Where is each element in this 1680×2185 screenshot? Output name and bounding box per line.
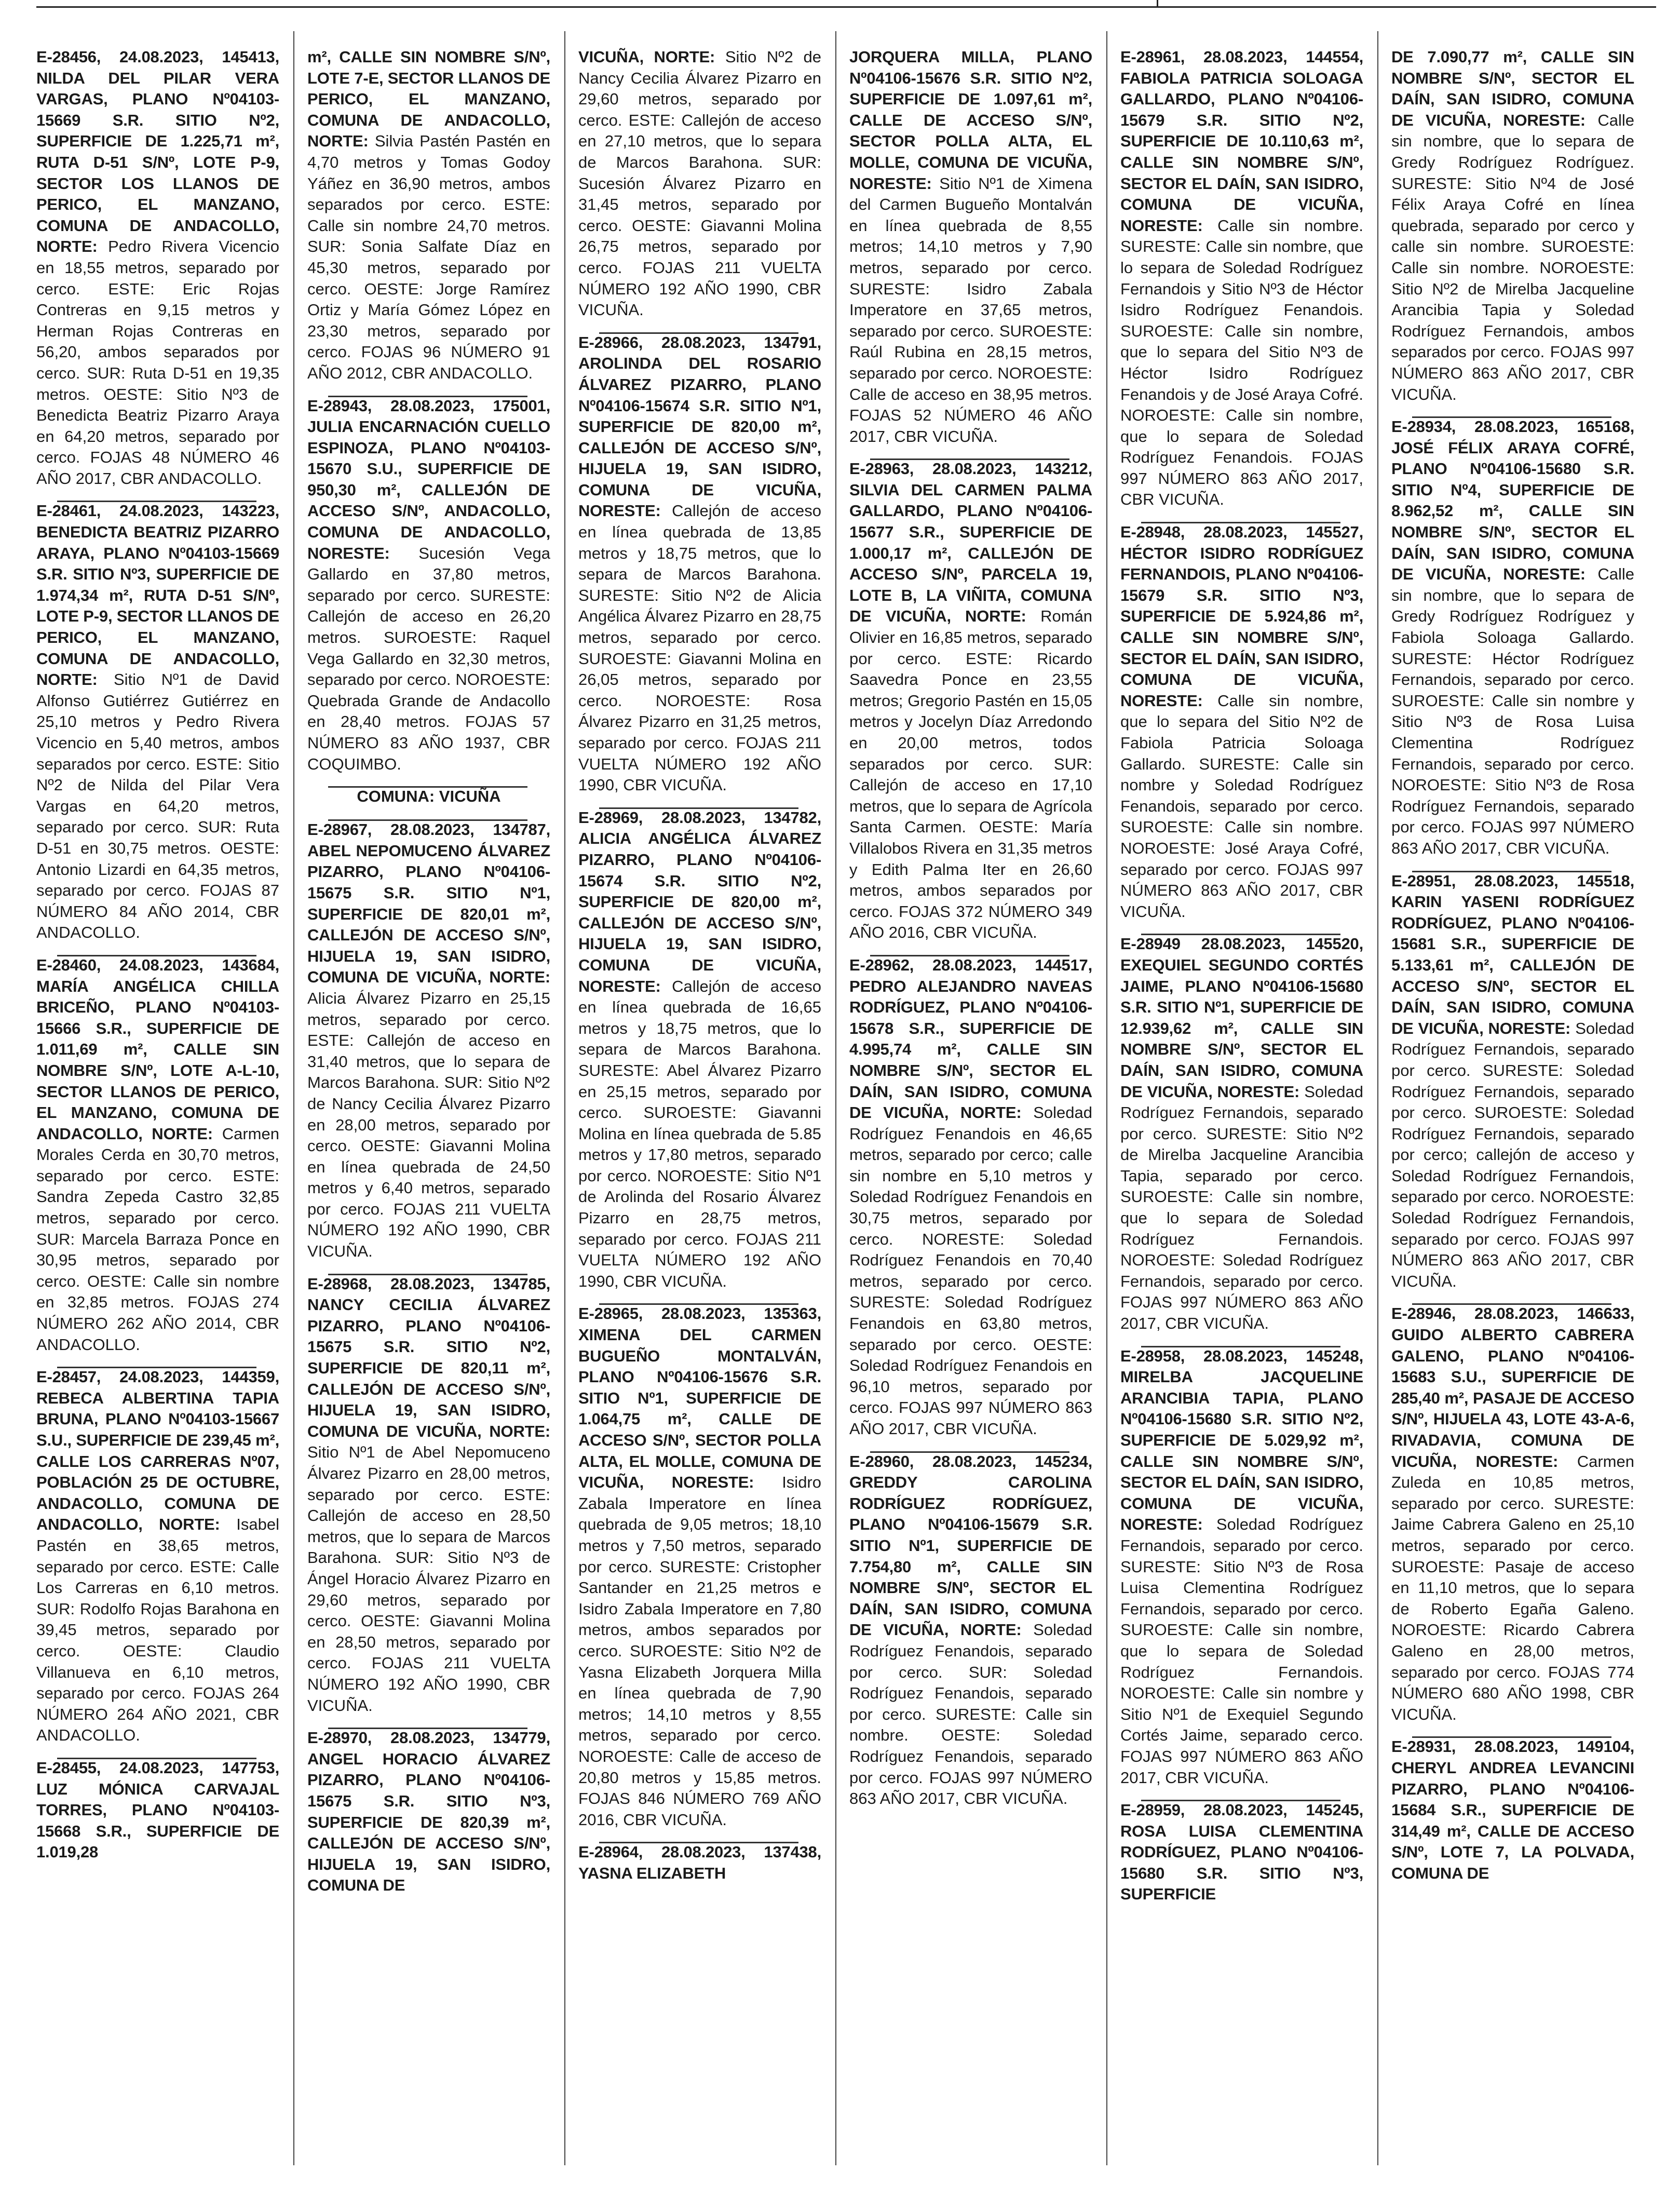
notice-heading: E-28455, 24.08.2023, 147753, LUZ MÓNICA CARVAJAL TORRES, PLANO Nº04103-15668 S.R., SUPERFICIE DE 1.019,28: [36, 1758, 279, 1862]
notice-body: Sitio Nº1 de Ximena del Carmen Bugueño Montalván en línea quebrada de 8,55 metros; 14,10 metros y 7,90 metros, separado por cerco. SURESTE: Isidro Zabala Imperatore en 37,65 metros, separado por cerco. SUROESTE: Raúl Rubina en 28,15 metros, separado por cerco. NOROESTE: Calle de acceso en 38,95 metros. FOJAS 52 NÚMERO 46 AÑO 2017, CBR VICUÑA.: [849, 174, 1092, 446]
notice-body: Calle sin nombre, que lo separa de Gredy Rodríguez Rodríguez. SURESTE: Sitio Nº4 de José Félix Araya Cofré en línea quebrada, separado por cerco y calle sin nombre. SUROESTE: Calle sin nombre. NOROESTE: Sitio Nº2 de Mirelba Jacqueline Arancibia Tapia y Soledad Rodríguez Fernandois, ambos separados por cerco. FOJAS 997 NÚMERO 863 AÑO 2017, CBR VICUÑA.: [1391, 111, 1634, 403]
notice-body: Soledad Rodríguez Fenandois en 46,65 metros, separado por cerco; calle sin nombre en 5,10 metros y Soledad Rodríguez Fenandois en 30,75 metros, separado por cerco. NORESTE: Soledad Rodríguez Fenandois en 70,40 metros, separado por cerco. SURESTE: Soledad Rodríguez Fenandois en 63,80 metros, separado por cerco. OESTE: Soledad Rodríguez Fenandois en 96,10 metros, separado por cerco. FOJAS 997 NÚMERO 863 AÑO 2017, CBR VICUÑA.: [849, 1103, 1092, 1438]
notice-entry: [578, 1842, 821, 1884]
notice-entry: [1120, 934, 1363, 1334]
notice-body: Calle sin nombre, que lo separa de Gredy Rodríguez Rodríguez y Fabiola Soloaga Gallardo. SURESTE: Héctor Rodríguez Fernandois, separado por cerco. SUROESTE: Calle sin nombre y Sitio Nº3 de Rosa Luisa Clementina Rodríguez Fernandois, separado por cerco. NOROESTE: Sitio Nº3 de Rosa Rodríguez Fernandois, separado por cerco. FOJAS 997 NÚMERO 863 AÑO 2017, CBR VICUÑA.: [1391, 565, 1634, 857]
notice-entry: [36, 1367, 279, 1746]
notice-heading: E-28962, 28.08.2023, 144517, PEDRO ALEJANDRO NAVEAS RODRÍGUEZ, PLANO Nº04106-15678 S.R., SUPERFICIE DE 4.995,74 m², CALLE SIN NOMBRE S/Nº, SECTOR EL DAÍN, SAN ISIDRO, COMUNA DE VICUÑA, NORTE:: [849, 955, 1092, 1122]
column-rule: [835, 31, 836, 2165]
notice-entry: [36, 1758, 279, 1863]
notice-body: Soledad Rodríguez Fenandois, separado por cerco. SUR: Soledad Rodríguez Fenandois, separado por cerco. SURESTE: Calle sin nombre. OESTE: Soledad Rodríguez Fenandois, separado por cerco. FOJAS 997 NÚMERO 863 AÑO 2017, CBR VICUÑA.: [849, 1621, 1092, 1808]
notice-body: Sitio Nº1 de David Alfonso Gutiérrez Gutiérrez en 25,10 metros y Pedro Rivera Vicencio en 5,40 metros, ambos separados por cerco. ESTE: Sitio Nº2 de Nilda del Pilar Vera Vargas en 64,20 metros, separado por cerco. SUR: Ruta D-51 en 30,75 metros. OESTE: Antonio Lizardi en 64,35 metros, separado por cerco. FOJAS 87 NÚMERO 84 AÑO 2014, CBR ANDACOLLO.: [36, 670, 279, 942]
notice-heading: E-28949 28.08.2023, 145520, EXEQUIEL SEGUNDO CORTÉS JAIME, PLANO Nº04106-15680 S.R. SITIO Nº1, SUPERFICIE DE 12.939,62 m², CALLE SIN NOMBRE S/Nº, SECTOR EL DAÍN, SAN ISIDRO, COMUNA DE VICUÑA, NORESTE:: [1120, 935, 1363, 1101]
notice-body: Isabel Pastén en 38,65 metros, separado por cerco. ESTE: Calle Los Carreras en 6,10 metros. SUR: Rodolfo Rojas Barahona en 39,45 metros, separado por cerco. OESTE: Claudio Villanueva en 6,10 metros, separado por cerco. FOJAS 264 NÚMERO 264 AÑO 2021, CBR ANDACOLLO.: [36, 1515, 279, 1745]
notice-entry: [1391, 47, 1634, 405]
notice-entry: [36, 501, 279, 943]
notice-entry: [1391, 1736, 1634, 1884]
notice-entry: [849, 955, 1092, 1440]
notice-columns: [36, 47, 1635, 2165]
notice-body: Soledad Rodríguez Fernandois, separado por cerco. SURESTE: Sitio Nº2 de Mirelba Jacqueline Arancibia Tapia, separado por cerco. SUROESTE: Calle sin nombre, que lo separa de Soledad Rodríguez Fernandois. NOROESTE: Soledad Rodríguez Fernandois, separado por cerco. FOJAS 997 NÚMERO 863 AÑO 2017, CBR VICUÑA.: [1120, 1082, 1363, 1333]
notice-body: Soledad Rodríguez Fernandois, separado por cerco. SURESTE: Soledad Rodríguez Fernandois, separado por cerco. SUROESTE: Soledad Rodríguez Fernandois, separado por cerco; callejón de acceso y Soledad Rodríguez Fernandois, separado por cerco. NOROESTE: Soledad Rodríguez Fernandois, separado por cerco. FOJAS 997 NÚMERO 863 AÑO 2017, CBR VICUÑA.: [1391, 1019, 1634, 1290]
notice-body: Sucesión Vega Gallardo en 37,80 metros, separado por cerco. SURESTE: Callejón de acceso en 26,20 metros. SUROESTE: Raquel Vega Gallardo en 32,30 metros, separado por cerco. NOROESTE: Quebrada Grande de Andacollo en 28,40 metros. FOJAS 57 NÚMERO 83 AÑO 1937, CBR COQUIMBO.: [307, 544, 550, 773]
top-rule: [36, 6, 1656, 8]
notice-entry: [1120, 1800, 1363, 1905]
notice-entry: [578, 1303, 821, 1830]
notice-entry: [307, 47, 550, 384]
notice-entry: [1120, 47, 1363, 510]
notice-entry: [578, 332, 821, 796]
notice-body: Alicia Álvarez Pizarro en 25,15 metros, separado por cerco. ESTE: Callejón de acceso en 31,40 metros, que lo separa de Marcos Barahona. SUR: Sitio Nº2 de Nancy Cecilia Álvarez Pizarro en 28,00 metros, separado por cerco. OESTE: Giavanni Molina en línea quebrada de 24,50 metros y 6,40 metros, separado por cerco. FOJAS 211 VUELTA NÚMERO 192 AÑO 1990, CBR VICUÑA.: [307, 989, 550, 1261]
notice-body: Sitio Nº1 de Abel Nepomuceno Álvarez Pizarro en 28,00 metros, separado por cerco. ESTE: Callejón de acceso en 28,50 metros, que lo separa de Marcos Barahona. SUR: Sitio Nº3 de Ángel Horacio Álvarez Pizarro en 29,60 metros, separado por cerco. OESTE: Giavanni Molina en 28,50 metros, separado por cerco. FOJAS 211 VUELTA NÚMERO 192 AÑO 1990, CBR VICUÑA.: [307, 1443, 550, 1715]
notice-entry: [1120, 1346, 1363, 1788]
column-5: [1120, 47, 1363, 2165]
notice-heading: E-28946, 28.08.2023, 146633, GUIDO ALBERTO CABRERA GALENO, PLANO Nº04106-15683 S.U., SUPERFICIE DE 285,40 m², PASAJE DE ACCESO S/Nº, HIJUELA 43, LOTE 43-A-6, RIVADAVIA, COMUNA DE VICUÑA, NORESTE:: [1391, 1304, 1634, 1471]
column-6: [1391, 47, 1634, 2165]
notice-heading: E-28959, 28.08.2023, 145245, ROSA LUISA CLEMENTINA RODRÍGUEZ, PLANO Nº04106-15680 S.R. SITIO Nº3, SUPERFICIE: [1120, 1801, 1363, 1904]
notice-heading: E-28961, 28.08.2023, 144554, FABIOLA PATRICIA SOLOAGA GALLARDO, PLANO Nº04106-15679 S.R. SITIO Nº2, SUPERFICIE DE 10.110,63 m², CALLE SIN NOMBRE S/Nº, SECTOR EL DAÍN, SAN ISIDRO, COMUNA DE VICUÑA, NORESTE:: [1120, 48, 1363, 235]
notice-entry: [36, 47, 279, 489]
notice-heading: E-28958, 28.08.2023, 145248, MIRELBA JACQUELINE ARANCIBIA TAPIA, PLANO Nº04106-15680 S.R. SITIO Nº2, SUPERFICIE DE 5.029,92 m², CALLE SIN NOMBRE S/Nº, SECTOR EL DAÍN, SAN ISIDRO, COMUNA DE VICUÑA, NORESTE:: [1120, 1346, 1363, 1534]
column-rule: [1377, 31, 1378, 2165]
notice-heading: E-28460, 24.08.2023, 143684, MARÍA ANGÉLICA CHILLA BRICEÑO, PLANO Nº04103-15666 S.R., SUPERFICIE DE 1.011,69 m², CALLE SIN NOMBRE S/Nº, LOTE A-L-10, SECTOR LLANOS DE PERICO, EL MANZANO, COMUNA DE ANDACOLLO, NORTE:: [36, 955, 279, 1143]
column-3: [578, 47, 821, 2165]
notice-heading: E-28948, 28.08.2023, 145527, HÉCTOR ISIDRO RODRÍGUEZ FERNANDOIS, PLANO Nº04106-15679 S.R. SITIO Nº3, SUPERFICIE DE 5.924,86 m², CALLE SIN NOMBRE S/Nº, SECTOR EL DAÍN, SAN ISIDRO, COMUNA DE VICUÑA, NORESTE:: [1120, 523, 1363, 710]
notice-body: Carmen Morales Cerda en 30,70 metros, separado por cerco. ESTE: Sandra Zepeda Castro 32,85 metros, separado por cerco. SUR: Marcela Barraza Ponce en 30,95 metros, separado por cerco. OESTE: Calle sin nombre en 32,85 metros. FOJAS 274 NÚMERO 262 AÑO 2014, CBR ANDACOLLO.: [36, 1124, 279, 1354]
notice-entry: [307, 396, 550, 775]
notice-entry: [1391, 871, 1634, 1292]
notice-body: Calle sin nombre. SURESTE: Calle sin nombre, que lo separa de Soledad Rodríguez Fernandois y Sitio Nº3 de Héctor Isidro Rodríguez Fenandois. SUROESTE: Calle sin nombre, que lo separa del Sitio Nº3 de Héctor Isidro Rodríguez Fenandois y de José Araya Cofré. NOROESTE: Calle sin nombre, que lo separa de Soledad Rodríguez Fenandois. FOJAS 997 NÚMERO 863 AÑO 2017, CBR VICUÑA.: [1120, 216, 1363, 509]
notice-body: Soledad Rodríguez Fernandois, separado por cerco. SURESTE: Sitio Nº3 de Rosa Luisa Clementina Rodríguez Fernandois, separado por cerco. SUROESTE: Calle sin nombre, que lo separa de Soledad Rodríguez Fernandois. NOROESTE: Calle sin nombre y Sitio Nº1 de Exequiel Segundo Cortés Jaime, separado cerco. FOJAS 997 NÚMERO 863 AÑO 2017, CBR VICUÑA.: [1120, 1515, 1363, 1787]
section-heading: COMUNA: VICUÑA: [357, 787, 501, 806]
notice-heading: DE 7.090,77 m², CALLE SIN NOMBRE S/Nº, SECTOR EL DAÍN, SAN ISIDRO, COMUNA DE VICUÑA, NORESTE:: [1391, 48, 1634, 129]
notice-heading: E-28967, 28.08.2023, 134787, ABEL NEPOMUCENO ÁLVAREZ PIZARRO, PLANO Nº04106-15675 S.R. SITIO Nº1, SUPERFICIE DE 820,01 m², CALLEJÓN DE ACCESO S/Nº, HIJUELA 19, SAN ISIDRO, COMUNA DE VICUÑA, NORTE:: [307, 820, 550, 987]
notice-heading: E-28951, 28.08.2023, 145518, KARIN YASENI RODRÍGUEZ RODRÍGUEZ, PLANO Nº04106-15681 S.R., SUPERFICIE DE 5.133,61 m², CALLEJÓN DE ACCESO S/Nº, SECTOR EL DAÍN, SAN ISIDRO, COMUNA DE VICUÑA, NORESTE:: [1391, 871, 1634, 1037]
notice-heading: E-28934, 28.08.2023, 165168, JOSÉ FÉLIX ARAYA COFRÉ, PLANO Nº04106-15680 S.R. SITIO Nº4, SUPERFICIE DE 8.962,52 m², CALLE SIN NOMBRE S/Nº, SECTOR EL DAÍN, SAN ISIDRO, COMUNA DE VICUÑA, NORESTE:: [1391, 417, 1634, 584]
notice-heading: m², CALLE SIN NOMBRE S/Nº, LOTE 7-E, SECTOR LLANOS DE PERICO, EL MANZANO, COMUNA DE ANDACOLLO, NORTE:: [307, 48, 550, 151]
notice-body: Sitio Nº2 de Nancy Cecilia Álvarez Pizarro en 29,60 metros, separado por cerco. ESTE: Callejón de acceso en 27,10 metros, que lo separa de Marcos Barahona. SUR: Sucesión Álvarez Pizarro en 31,45 metros, separado por cerco. OESTE: Giavanni Molina 26,75 metros, separado por cerco. FOJAS 211 VUELTA NÚMERO 192 AÑO 1990, CBR VICUÑA.: [578, 48, 821, 319]
notice-entry: [36, 955, 279, 1355]
notice-entry: [849, 47, 1092, 447]
notice-heading: E-28457, 24.08.2023, 144359, REBECA ALBERTINA TAPIA BRUNA, PLANO Nº04103-15667 S.U., SUPERFICIE DE 239,45 m², CALLE LOS CARRERAS Nº07, POBLACIÓN 25 DE OCTUBRE, ANDACOLLO, COMUNA DE ANDACOLLO, NORTE:: [36, 1368, 279, 1534]
notice-heading: E-28968, 28.08.2023, 134785, NANCY CECILIA ÁLVAREZ PIZARRO, PLANO Nº04106-15675 S.R. SITIO Nº2, SUPERFICIE DE 820,11 m², CALLEJÓN DE ACCESO S/Nº, HIJUELA 19, SAN ISIDRO, COMUNA DE VICUÑA, NORTE:: [307, 1274, 550, 1440]
notice-entry: [1391, 416, 1634, 859]
notice-entry: [1391, 1303, 1634, 1725]
column-rule: [1106, 31, 1107, 2165]
notice-body: Callejón de acceso en línea quebrada de 13,85 metros y 18,75 metros, que lo separa de Marcos Barahona. SURESTE: Sitio Nº2 de Alicia Angélica Álvarez Pizarro en 28,75 metros, separado por cerco. SUROESTE: Giavanni Molina en 26,05 metros, separado por cerco. NOROESTE: Rosa Álvarez Pizarro en 31,25 metros, separado por cerco. FOJAS 211 VUELTA NÚMERO 192 AÑO 1990, CBR VICUÑA.: [578, 502, 821, 794]
notice-body: Carmen Zuleda en 10,85 metros, separado por cerco. SURESTE: Jaime Cabrera Galeno en 25,10 metros, separado por cerco. SUROESTE: Pasaje de acceso en 11,10 metros, que lo separa de Roberto Egaña Galeno. NOROESTE: Ricardo Cabrera Galeno en 28,00 metros, separado por cerco. FOJAS 774 NÚMERO 680 AÑO 1998, CBR VICUÑA.: [1391, 1452, 1634, 1723]
notice-heading: E-28970, 28.08.2023, 134779, ANGEL HORACIO ÁLVAREZ PIZARRO, PLANO Nº04106-15675 S.R. SITIO Nº3, SUPERFICIE DE 820,39 m², CALLEJÓN DE ACCESO S/Nº, HIJUELA 19, SAN ISIDRO, COMUNA DE: [307, 1729, 550, 1895]
notice-body: Isidro Zabala Imperatore en línea quebrada de 9,05 metros; 18,10 metros y 7,50 metros, separado por cerco. SURESTE: Cristopher Santander en 21,25 metros e Isidro Zabala Imperatore en 7,80 metros, ambos separados por cerco. SUROESTE: Sitio Nº2 de Yasna Elizabeth Jorquera Milla en línea quebrada de 7,90 metros; 14,10 metros y 8,55 metros, separado por cerco. NOROESTE: Calle de acceso de 20,80 metros y 15,85 metros. FOJAS 846 NÚMERO 769 AÑO 2016, CBR VICUÑA.: [578, 1473, 821, 1829]
notice-entry: [1120, 522, 1363, 922]
notice-entry: [307, 819, 550, 1262]
notice-heading: E-28931, 28.08.2023, 149104, CHERYL ANDREA LEVANCINI PIZARRO, PLANO Nº04106-15684 S.R., SUPERFICIE DE 314,49 m², CALLE DE ACCESO S/Nº, LOTE 7, LA POLVADA, COMUNA DE: [1391, 1737, 1634, 1882]
notice-heading: E-28943, 28.08.2023, 175001, JULIA ENCARNACIÓN CUELLO ESPINOZA, PLANO Nº04103-15670 S.U., SUPERFICIE DE 950,30 m², CALLEJÓN DE ACCESO S/Nº, ANDACOLLO, COMUNA DE ANDACOLLO, NORESTE:: [307, 396, 550, 562]
notice-entry: [578, 47, 821, 321]
notice-heading: E-28963, 28.08.2023, 143212, SILVIA DEL CARMEN PALMA GALLARDO, PLANO Nº04106-15677 S.R., SUPERFICIE DE 1.000,17 m², CALLEJÓN DE ACCESO S/Nº, PARCELA 19, LOTE B, LA VIÑITA, COMUNA DE VICUÑA, NORTE:: [849, 460, 1092, 626]
column-rule: [564, 31, 565, 2165]
notice-body: Callejón de acceso en línea quebrada de 16,65 metros y 18,75 metros, que lo separa de Marcos Barahona. SURESTE: Abel Álvarez Pizarro en 25,15 metros, separado por cerco. SUROESTE: Giavanni Molina en línea quebrada de 5.85 metros y 17,80 metros, separado por cerco. NOROESTE: Sitio Nº1 de Arolinda del Rosario Álvarez Pizarro en 28,75 metros, separado por cerco. FOJAS 211 VUELTA NÚMERO 192 AÑO 1990, CBR VICUÑA.: [578, 977, 821, 1290]
notice-heading: E-28969, 28.08.2023, 134782, ALICIA ANGÉLICA ÁLVAREZ PIZARRO, PLANO Nº04106-15674 S.R. SITIO Nº2, SUPERFICIE DE 820,00 m², CALLEJÓN DE ACCESO S/Nº, HIJUELA 19, SAN ISIDRO, COMUNA DE VICUÑA, NORESTE:: [578, 808, 821, 995]
notice-heading: JORQUERA MILLA, PLANO Nº04106-15676 S.R. SITIO Nº2, SUPERFICIE DE 1.097,61 m², CALLE DE ACCESO S/Nº, SECTOR POLLA ALTA, EL MOLLE, COMUNA DE VICUÑA, NORESTE:: [849, 48, 1092, 193]
notice-body: Román Olivier en 16,85 metros, separado por cerco. ESTE: Ricardo Saavedra Ponce en 23,55 metros; Gregorio Pastén en 15,05 metros y Jocelyn Díaz Arredondo en 20,00 metros, todos separados por cerco. SUR: Callejón de acceso en 17,10 metros, que lo separa de Agrícola Santa Carmen. OESTE: María Villalobos Rivera en 31,35 metros y Edith Palma Iter en 26,60 metros, ambos separados por cerco. FOJAS 372 NÚMERO 349 AÑO 2016, CBR VICUÑA.: [849, 607, 1092, 942]
notice-entry: [849, 458, 1092, 943]
column-rule: [293, 31, 294, 2165]
notice-body: Calle sin nombre, que lo separa del Sitio Nº2 de Fabiola Patricia Soloaga Gallardo. SURESTE: Calle sin nombre y Soledad Rodríguez Fenandois, separado por cerco. SUROESTE: Calle sin nombre. NOROESTE: José Araya Cofré, separado por cerco. FOJAS 997 NÚMERO 863 AÑO 2017, CBR VICUÑA.: [1120, 691, 1363, 921]
notice-body: Silvia Pastén Pastén en 4,70 metros y Tomas Godoy Yáñez en 36,90 metros, ambos separados por cerco. ESTE: Calle sin nombre 24,70 metros. SUR: Sonia Salfate Díaz en 45,30 metros, separado por cerco. OESTE: Jorge Ramírez Ortiz y María Gómez López en 23,30 metros, separado por cerco. FOJAS 96 NÚMERO 91 AÑO 2012, CBR ANDACOLLO.: [307, 132, 550, 382]
notice-entry: [578, 807, 821, 1292]
column-4: [849, 47, 1092, 2165]
notice-heading: E-28461, 24.08.2023, 143223, BENEDICTA BEATRIZ PIZARRO ARAYA, PLANO Nº04103-15669 S.R. SITIO Nº3, SUPERFICIE DE 1.974,34 m², RUTA D-51 S/Nº, LOTE P-9, SECTOR LLANOS DE PERICO, EL MANZANO, COMUNA DE ANDACOLLO, NORTE:: [36, 502, 279, 689]
column-2: [307, 47, 550, 2165]
notice-entry: [849, 1451, 1092, 1810]
notice-heading: VICUÑA, NORTE:: [578, 48, 715, 66]
notice-heading: E-28960, 28.08.2023, 145234, GREDDY CAROLINA RODRÍGUEZ RODRÍGUEZ, PLANO Nº04106-15679 S.R. SITIO Nº1, SUPERFICIE DE 7.754,80 m², CALLE SIN NOMBRE S/Nº, SECTOR EL DAÍN, SAN ISIDRO, COMUNA DE VICUÑA, NORTE:: [849, 1452, 1092, 1639]
notice-entry: [307, 1728, 550, 1896]
notice-body: Pedro Rivera Vicencio en 18,55 metros, separado por cerco. ESTE: Eric Rojas Contreras en 9,15 metros y Herman Rojas Contreras en 56,20, ambos separados por cerco. SUR: Ruta D-51 en 19,35 metros. OESTE: Sitio Nº3 de Benedicta Beatriz Pizarro Araya en 64,20 metros, separado por cerco. FOJAS 48 NÚMERO 46 AÑO 2017, CBR ANDACOLLO.: [36, 237, 279, 488]
notice-heading: E-28964, 28.08.2023, 137438, YASNA ELIZABETH: [578, 1843, 821, 1882]
notice-heading: E-28966, 28.08.2023, 134791, AROLINDA DEL ROSARIO ÁLVAREZ PIZARRO, PLANO Nº04106-15674 S.R. SITIO Nº1, SUPERFICIE DE 820,00 m², CALLEJÓN DE ACCESO S/Nº, HIJUELA 19, SAN ISIDRO, COMUNA DE VICUÑA, NORESTE:: [578, 333, 821, 520]
column-1: [36, 47, 279, 2165]
notice-heading: E-28456, 24.08.2023, 145413, NILDA DEL PILAR VERA VARGAS, PLANO Nº04103-15669 S.R. SITIO Nº2, SUPERFICIE DE 1.225,71 m², RUTA D-51 S/Nº, LOTE P-9, SECTOR LOS LLANOS DE PERICO, EL MANZANO, COMUNA DE ANDACOLLO, NORTE:: [36, 48, 279, 256]
top-rule-tick: [1157, 0, 1158, 7]
notice-entry: [307, 1274, 550, 1716]
notice-heading: E-28965, 28.08.2023, 135363, XIMENA DEL CARMEN BUGUEÑO MONTALVÁN, PLANO Nº04106-15676 S.R. SITIO Nº1, SUPERFICIE DE 1.064,75 m², CALLE DE ACCESO S/Nº, SECTOR POLLA ALTA, EL MOLLE, COMUNA DE VICUÑA, NORESTE:: [578, 1304, 821, 1492]
